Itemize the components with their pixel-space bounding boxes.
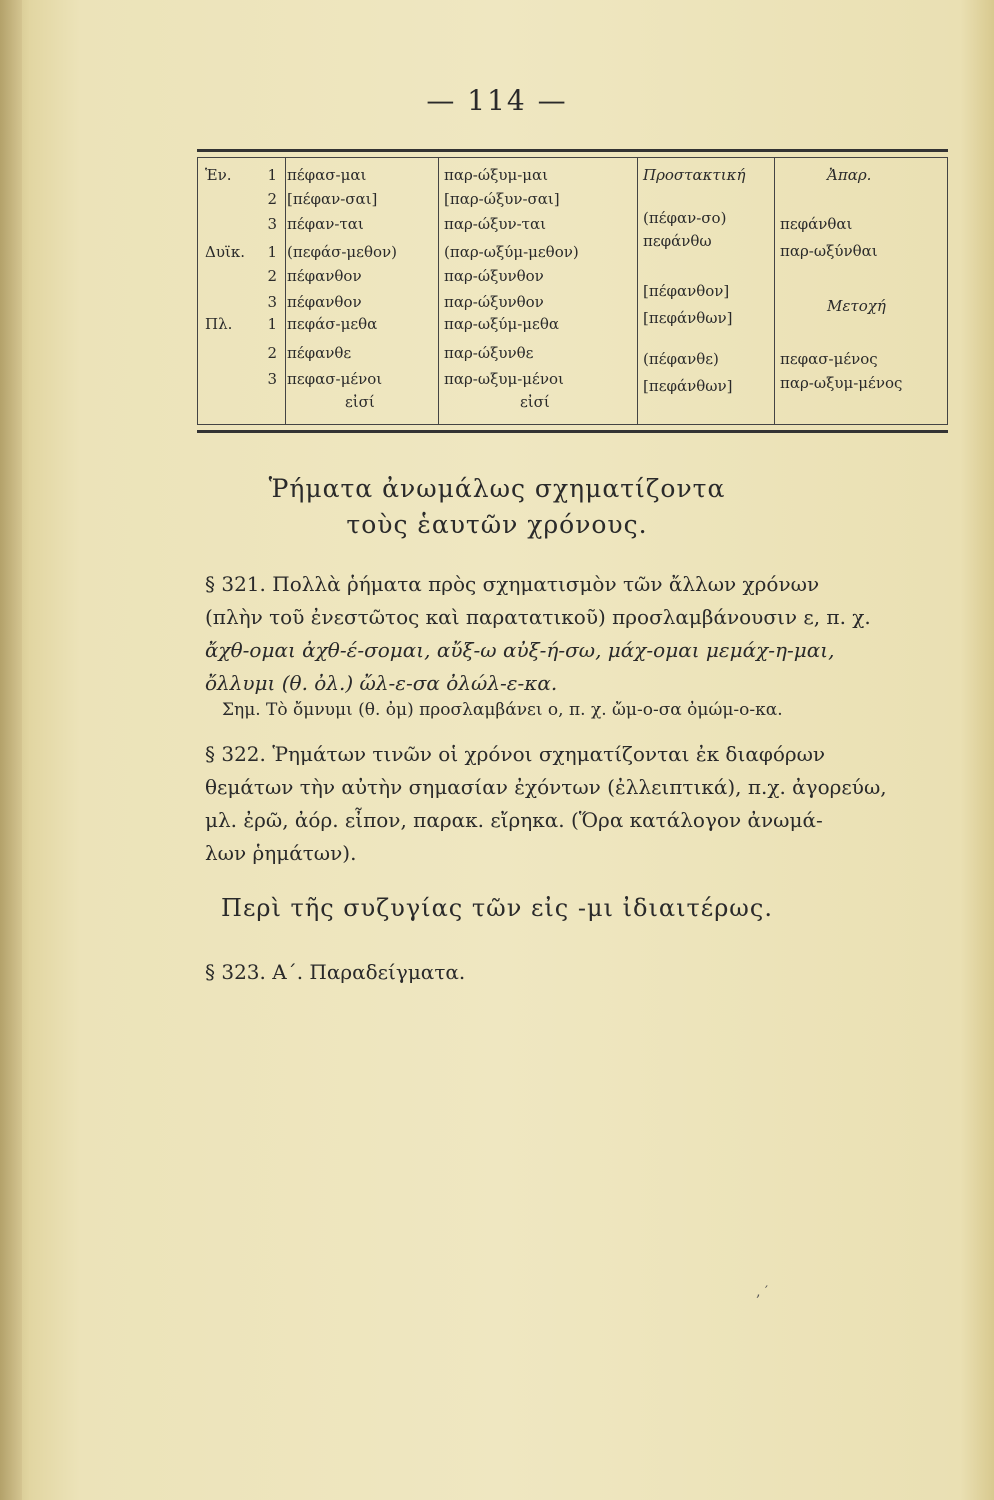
col1-cell: πέφασ-μαι (287, 166, 367, 184)
col3-cell: (πέφανθε) (643, 350, 719, 368)
table-divider-2 (438, 158, 439, 424)
col4-cell: πεφάνθαι (780, 215, 853, 233)
text-line: ὄλλυμι (θ. ὀλ.) ὤλ-ε-σα ὀλώλ-ε-κα. (205, 671, 558, 695)
col2-cell: παρ-ωξυμ-μένοι (444, 370, 564, 388)
table-left-border (197, 158, 198, 424)
col1-cell: πέφανθον (287, 293, 362, 311)
person-number: 2 (267, 190, 277, 208)
label-dual: Δυϊκ. (205, 243, 245, 261)
table-inner-top-rule (197, 157, 948, 158)
col2-cell: παρ-ώξυνθε (444, 344, 534, 362)
binding-edge (0, 0, 22, 1500)
col2-cell: παρ-ώξυν-ται (444, 215, 546, 233)
text-line: λων ῥημάτων). (205, 841, 357, 865)
col4-cell: πεφασ-μένος (780, 350, 878, 368)
col1-cell: πέφανθε (287, 344, 352, 362)
col4-cell: παρ-ωξυμ-μένος (780, 374, 903, 392)
label-plural: Πλ. (205, 315, 233, 333)
col2-cell: παρ-ώξυνθον (444, 267, 544, 285)
col2-cell: (παρ-ωξύμ-μεθον) (444, 243, 579, 261)
col1-cell: πέφανθον (287, 267, 362, 285)
person-number: 1 (267, 166, 277, 184)
table-divider-1 (285, 158, 286, 424)
text-line: θεμάτων τὴν αὐτὴν σημασίαν ἐχόντων (ἐλλειπτικά), π.χ. ἀγορεύω, (205, 775, 887, 799)
col2-cell: παρ-ώξυνθον (444, 293, 544, 311)
col4-cell: παρ-ωξύνθαι (780, 242, 878, 260)
col1-cell: πέφαν-ται (287, 215, 364, 233)
text-line: § 322. Ῥημάτων τινῶν οἱ χρόνοι σχηματίζονται ἐκ διαφόρων (205, 742, 826, 766)
col3-cell: [πεφάνθων] (643, 377, 733, 395)
table-divider-4 (774, 158, 775, 424)
text-line: μλ. ἐρῶ, ἀόρ. εἶπον, παρακ. εἴρηκα. (Ὅρα κατάλογον ἀνωμά- (205, 808, 823, 832)
person-number: 3 (267, 215, 277, 233)
col1-cell: πεφάσ-μεθα (287, 315, 378, 333)
col1-cell: (πεφάσ-μεθον) (287, 243, 397, 261)
label-singular: Ἑν. (205, 166, 232, 184)
table-inner-bottom-rule (197, 424, 948, 425)
col2-cell: [παρ-ώξυν-σαι] (444, 190, 560, 208)
col2-cell: παρ-ωξύμ-μεθα (444, 315, 559, 333)
paragraph-321 (205, 568, 950, 700)
stray-mark: ‚ ′ (756, 1284, 769, 1300)
person-number: 2 (267, 344, 277, 362)
paragraph-323: § 323. Α΄. Παραδείγματα. (205, 960, 466, 984)
col1-cell: πεφασ-μένοι (287, 370, 383, 388)
person-number: 1 (267, 243, 277, 261)
col2-cell: παρ-ώξυμ-μαι (444, 166, 549, 184)
text-line: (πλὴν τοῦ ἐνεστῶτος καὶ παρατατικοῦ) προσλαμβάνουσιν ε, π. χ. (205, 605, 871, 629)
section-heading-line2: τοὺς ἑαυτῶν χρόνους. (346, 510, 648, 539)
table-right-border (947, 158, 948, 424)
note: Σημ. Τὸ ὄμνυμι (θ. ὀμ) προσλαμβάνει ο, π. χ. ὤμ-ο-σα ὀμώμ-ο-κα. (222, 700, 783, 720)
col1-cell: [πέφαν-σαι] (287, 190, 378, 208)
col3-cell: [πέφανθον] (643, 282, 730, 300)
text-line: ἄχθ-ομαι ἀχθ-έ-σομαι, αὔξ-ω αὐξ-ή-σω, μάχ-ομαι μεμάχ-η-μαι, (205, 638, 835, 662)
section-heading-mi-verbs: Περὶ τῆς συζυγίας τῶν εἰς -μι ἰδιαιτέρως. (221, 894, 773, 922)
col3-cell: [πεφάνθων] (643, 309, 733, 327)
person-number: 2 (267, 267, 277, 285)
col1-cell: εἰσί (345, 393, 375, 411)
col3-cell: (πέφαν-σο) (643, 209, 727, 227)
imperative-header: Προστακτική (643, 166, 746, 184)
participle-header: Μετοχή (827, 297, 886, 315)
paragraph-322 (205, 738, 950, 870)
person-number: 3 (267, 293, 277, 311)
col3-cell: πεφάνθω (643, 232, 712, 250)
infinitive-header: Ἀπαρ. (827, 166, 872, 184)
col2-cell: εἰσί (520, 393, 550, 411)
person-number: 1 (267, 315, 277, 333)
text-line: § 321. Πολλὰ ῥήματα πρὸς σχηματισμὸν τῶν ἄλλων χρόνων (205, 572, 820, 596)
section-heading-line1: Ῥήματα ἀνωμάλως σχηματίζοντα (268, 474, 726, 503)
person-number: 3 (267, 370, 277, 388)
conjugation-table (197, 149, 948, 433)
table-divider-3 (637, 158, 638, 424)
page-number: — 114 — (426, 84, 568, 117)
